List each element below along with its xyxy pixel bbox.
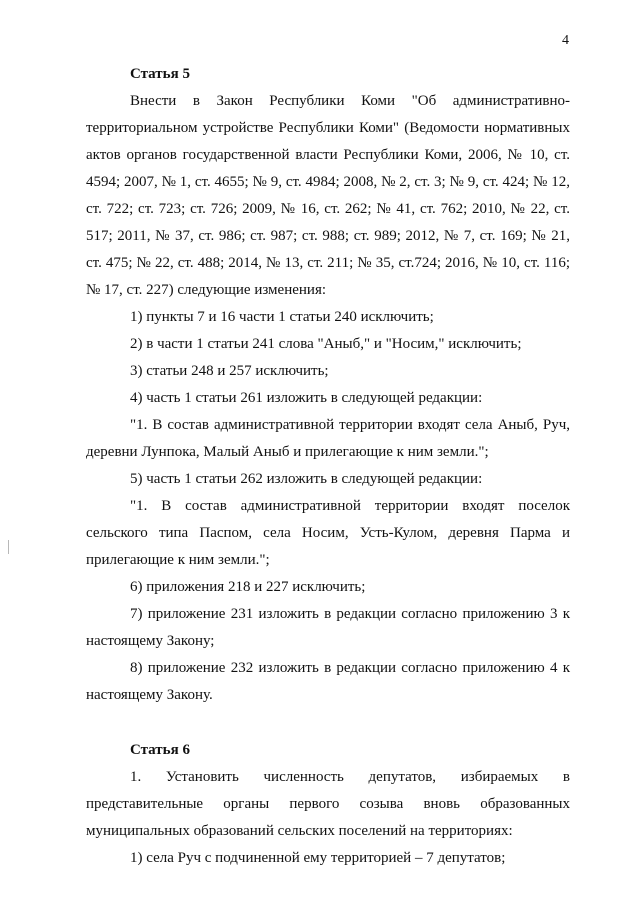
article-5-intro: Внести в Закон Республики Коми "Об административно-территориальном устройстве Республики Коми" (Ведомости нормативных актов органов государственной власти Республики Коми, 2006, № 10, ст. 4594; 2007, № 1, ст. 4655; № 9, ст. 4984; 2008, № 2, ст. 3; № 9, ст. 424; № 12, ст. 722; ст. 723; ст. 726; 2009, № 16, ст. 262; № 41, ст. 762; 2010, № 22, ст. 517; 2011, № 37, ст. 986; ст. 987; ст. 988; ст. 989; 2012, № 7, ст. 169; № 21, ст. 475; № 22, ст. 488; 2014, № 13, ст. 211; № 35, ст.724; 2016, № 10, ст. 116; № 17, ст. 227) следующие изменения: bbox=[86, 93, 570, 298]
article-5-item-4: 4) часть 1 статьи 261 изложить в следующей редакции: bbox=[130, 390, 483, 406]
article-5-item-5: 5) часть 1 статьи 262 изложить в следующей редакции: bbox=[130, 471, 483, 487]
article-6-heading: Статья 6 bbox=[130, 742, 190, 758]
article-5-item-1: 1) пункты 7 и 16 части 1 статьи 240 исключить; bbox=[130, 309, 434, 325]
article-5-item-8: 8) приложение 232 изложить в редакции согласно приложению 4 к настоящему Закону. bbox=[86, 660, 570, 703]
article-5-item-2: 2) в части 1 статьи 241 слова "Аныб," и "Носим," исключить; bbox=[130, 336, 522, 352]
article-5-item-6: 6) приложения 218 и 227 исключить; bbox=[130, 579, 366, 595]
article-6-paragraph-1: 1. Установить численность депутатов, избираемых в представительные органы первого созыва вновь образованных муниципальных образований сельских поселений на территориях: bbox=[86, 769, 570, 839]
section-spacer bbox=[86, 709, 570, 737]
article-5-heading: Статья 5 bbox=[130, 66, 190, 82]
page-number: 4 bbox=[562, 33, 569, 48]
article-5-item-7: 7) приложение 231 изложить в редакции согласно приложению 3 к настоящему Закону; bbox=[86, 606, 570, 649]
article-5-quote-262: "1. В состав административной территории входят поселок сельского типа Паспом, села Носим, Усть-Кулом, деревня Парма и прилегающие к ним земли."; bbox=[86, 498, 570, 568]
article-5-item-3: 3) статьи 248 и 257 исключить; bbox=[130, 363, 329, 379]
margin-mark bbox=[8, 540, 9, 554]
document-body bbox=[86, 61, 570, 872]
article-6-item-1: 1) села Руч с подчиненной ему территорией – 7 депутатов; bbox=[130, 850, 506, 866]
article-5-quote-261: "1. В состав административной территории входят села Аныб, Руч, деревни Лунпока, Малый Аныб и прилегающие к ним земли."; bbox=[86, 417, 570, 460]
